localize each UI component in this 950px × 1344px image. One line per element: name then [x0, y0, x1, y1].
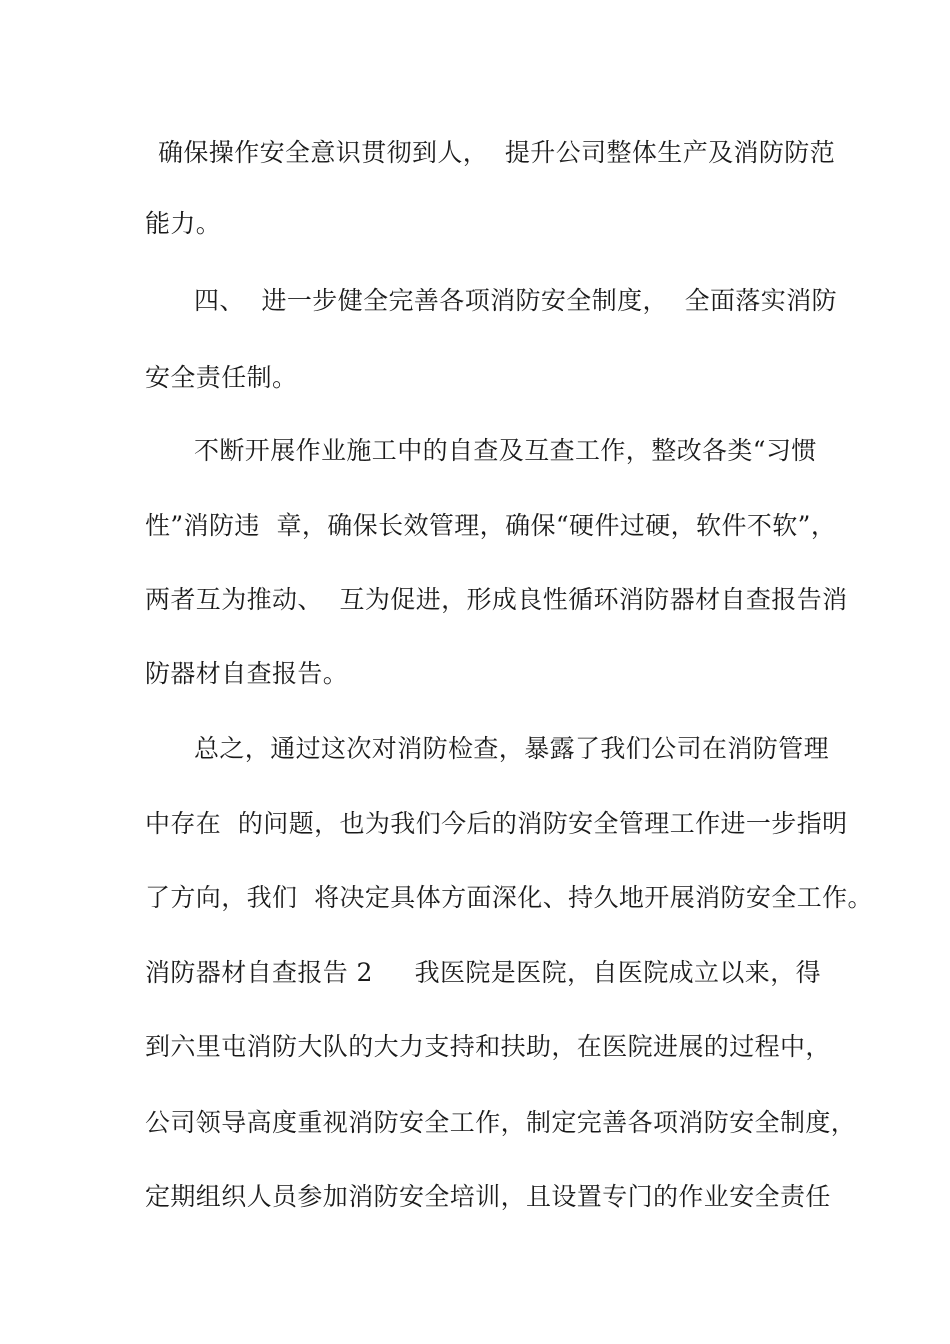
text-line: 两者互为推动、 互为促进，形成良性循环消防器材自查报告消 — [145, 585, 848, 614]
paragraph-start: 总之，通过这次对消防检查，暴露了我们公司在消防管理 — [194, 734, 830, 763]
text-line: 公司领导高度重视消防安全工作，制定完善各项消防安全制度， — [145, 1108, 857, 1137]
text-line: 了方向，我们 将决定具体方面深化、持久地开展消防安全工作。 — [145, 883, 873, 912]
text-line: 定期组织人员参加消防安全培训，且设置专门的作业安全责任 — [145, 1182, 831, 1211]
text-line: 确保操作安全意识贯彻到人， 提升公司整体生产及消防防范 — [158, 138, 836, 167]
section-heading: 四、 进一步健全完善各项消防安全制度， 全面落实消防 — [194, 286, 837, 315]
text-line: 安全责任制。 — [145, 363, 298, 392]
text-line: 性”消防违 章，确保长效管理，确保“硬件过硬，软件不软”， — [145, 511, 837, 540]
text-line: 能力。 — [145, 209, 222, 238]
paragraph-start: 不断开展作业施工中的自查及互查工作，整改各类“习惯 — [194, 436, 817, 465]
text-line: 到六里屯消防大队的大力支持和扶助，在医院进展的过程中， — [145, 1032, 831, 1061]
report-title-line: 消防器材自查报告 2 我医院是医院，自医院成立以来，得 — [145, 958, 821, 987]
text-line: 防器材自查报告。 — [145, 659, 349, 688]
text-line: 中存在 的问题，也为我们今后的消防安全管理工作进一步指明 — [145, 809, 848, 838]
